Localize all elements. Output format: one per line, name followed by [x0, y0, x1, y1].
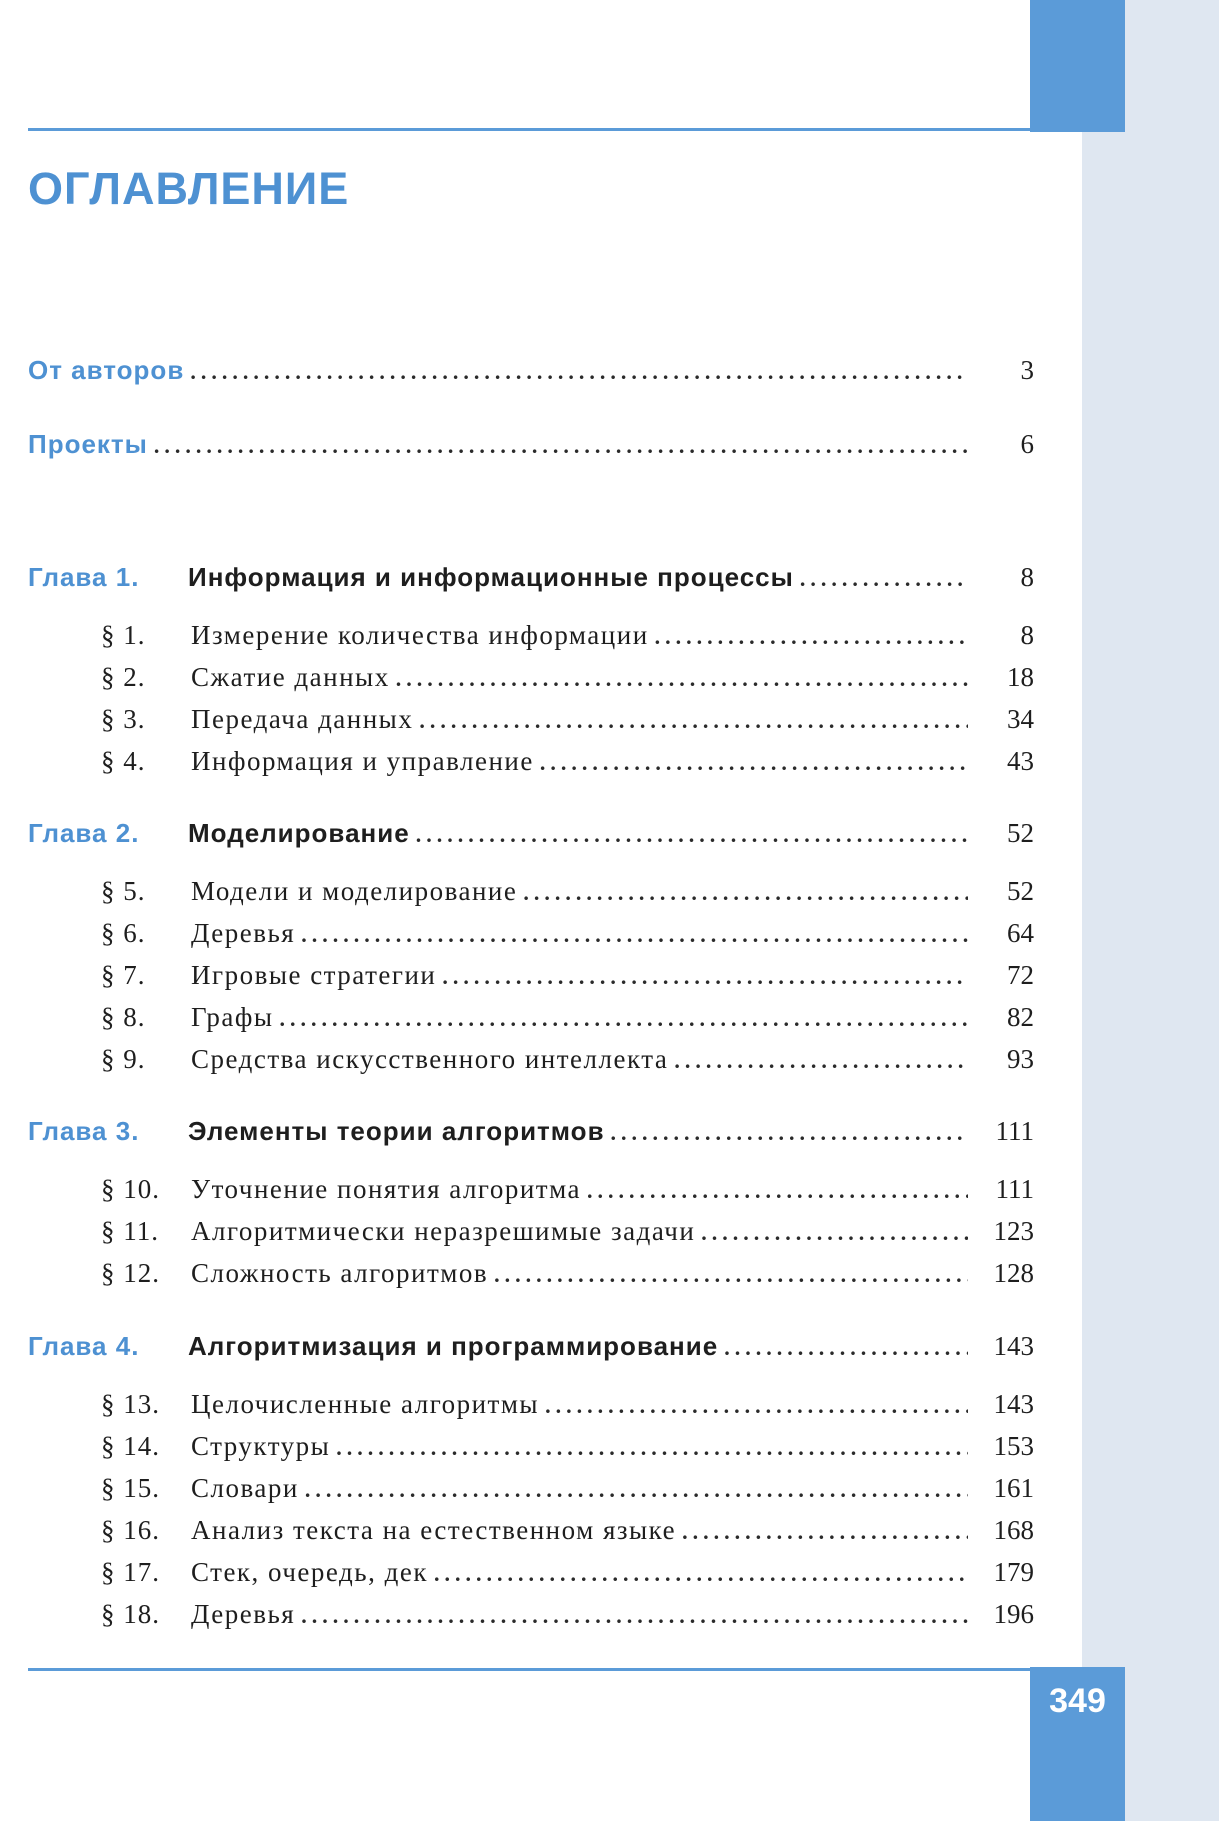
toc-section-13[interactable]	[101, 1389, 1034, 1423]
section-number: § 10.	[101, 1174, 160, 1204]
toc-section-6[interactable]	[101, 918, 1034, 952]
section-number: § 5.	[101, 876, 146, 906]
toc-page-number: 43	[1007, 746, 1034, 776]
dot-leader	[724, 1335, 968, 1361]
page-number: 349	[1049, 1682, 1106, 1720]
toc-section-1[interactable]	[101, 620, 1034, 654]
toc-section-7[interactable]	[101, 960, 1034, 994]
section-number: § 17.	[101, 1557, 160, 1587]
toc-section-9[interactable]	[101, 1044, 1034, 1078]
section-number: § 12.	[101, 1258, 160, 1288]
toc-section-2[interactable]	[101, 662, 1034, 696]
dot-leader	[540, 750, 968, 776]
toc-page-number: 93	[1007, 1044, 1034, 1074]
toc-page-number: 179	[993, 1557, 1034, 1587]
section-number: § 11.	[101, 1216, 159, 1246]
section-number: § 9.	[101, 1044, 146, 1074]
section-title: Словари	[191, 1473, 299, 1503]
toc-page-number: 111	[995, 1174, 1034, 1204]
toc-section-17[interactable]	[101, 1557, 1034, 1591]
section-number: § 1.	[101, 620, 146, 650]
dot-leader	[682, 1519, 968, 1545]
section-title: Модели и моделирование	[191, 876, 518, 906]
toc-section-14[interactable]	[101, 1431, 1034, 1465]
toc-page-number: 52	[1007, 876, 1034, 906]
toc-page-number: 34	[1007, 704, 1034, 734]
toc-page-number: 3	[1020, 355, 1034, 385]
section-title: Средства искусственного интеллекта	[191, 1044, 669, 1074]
section-number: § 15.	[101, 1473, 160, 1503]
dot-leader	[301, 1603, 968, 1629]
toc-page-number: 72	[1007, 960, 1034, 990]
dot-leader	[494, 1262, 968, 1288]
toc-chapter-4[interactable]	[28, 1331, 1034, 1365]
dot-leader	[674, 1048, 968, 1074]
toc-section-8[interactable]	[101, 1002, 1034, 1036]
toc-entry-authors[interactable]	[28, 355, 1034, 389]
section-number: § 4.	[101, 746, 146, 776]
toc-page-number: 128	[993, 1258, 1034, 1288]
toc-page-number: 143	[993, 1389, 1034, 1419]
toc-section-16[interactable]	[101, 1515, 1034, 1549]
chapter-title: Информация и информационные процессы	[188, 562, 794, 592]
toc-page-number: 8	[1020, 620, 1034, 650]
chapter-title: Алгоритмизация и программирование	[188, 1331, 719, 1361]
toc-page-number: 8	[1020, 562, 1034, 592]
section-title: Передача данных	[191, 704, 414, 734]
header-tab	[1030, 0, 1125, 132]
section-number: § 3.	[101, 704, 146, 734]
section-title: Информация и управление	[191, 746, 534, 776]
dot-leader	[305, 1477, 968, 1503]
dot-leader	[701, 1220, 968, 1246]
chapter-number: Глава 3.	[28, 1116, 140, 1146]
toc-chapter-2[interactable]	[28, 818, 1034, 852]
section-title: Деревья	[191, 1599, 296, 1629]
toc-page-number: 161	[993, 1473, 1034, 1503]
section-number: § 8.	[101, 1002, 146, 1032]
toc-section-11[interactable]	[101, 1216, 1034, 1250]
toc-section-18[interactable]	[101, 1599, 1034, 1633]
toc-page-number: 111	[995, 1116, 1034, 1146]
toc-section-15[interactable]	[101, 1473, 1034, 1507]
toc-section-12[interactable]	[101, 1258, 1034, 1292]
toc-page-number: 168	[993, 1515, 1034, 1545]
section-number: § 16.	[101, 1515, 160, 1545]
section-title: Уточнение понятия алгоритма	[191, 1174, 581, 1204]
toc-entry-projects[interactable]	[28, 429, 1034, 463]
section-title: Графы	[191, 1002, 274, 1032]
section-number: § 2.	[101, 662, 146, 692]
toc-section-3[interactable]	[101, 704, 1034, 738]
dot-leader	[190, 359, 968, 385]
toc-section-10[interactable]	[101, 1174, 1034, 1208]
dot-leader	[442, 964, 968, 990]
toc-page-number: 18	[1007, 662, 1034, 692]
section-title: Целочисленные алгоритмы	[191, 1389, 540, 1419]
toc-page-number: 6	[1020, 429, 1034, 459]
toc-chapter-3[interactable]	[28, 1116, 1034, 1150]
section-title: Измерение количества информации	[191, 620, 649, 650]
footer-rule	[28, 1668, 1030, 1671]
dot-leader	[611, 1120, 968, 1146]
section-number: § 14.	[101, 1431, 160, 1461]
toc-page-number: 64	[1007, 918, 1034, 948]
dot-leader	[301, 922, 968, 948]
dot-leader	[280, 1006, 968, 1032]
section-title: Анализ текста на естественном языке	[191, 1515, 677, 1545]
toc-section-4[interactable]	[101, 746, 1034, 780]
header-rule	[28, 128, 1030, 131]
toc-page-number: 52	[1007, 818, 1034, 848]
toc-page-number: 82	[1007, 1002, 1034, 1032]
toc-page-number: 196	[993, 1599, 1034, 1629]
dot-leader	[154, 433, 968, 459]
chapter-title: Элементы теории алгоритмов	[188, 1116, 605, 1146]
toc-page-number: 123	[993, 1216, 1034, 1246]
dot-leader	[523, 880, 968, 906]
toc-section-5[interactable]	[101, 876, 1034, 910]
section-title: Игровые стратегии	[191, 960, 437, 990]
page-title: ОГЛАВЛЕНИЕ	[28, 163, 350, 214]
section-title: Стек, очередь, дек	[191, 1557, 428, 1587]
dot-leader	[336, 1435, 968, 1461]
toc-page-number: 153	[993, 1431, 1034, 1461]
dot-leader	[545, 1393, 968, 1419]
toc-entry-label: От авторов	[28, 355, 185, 385]
chapter-title: Моделирование	[188, 818, 410, 848]
section-title: Сложность алгоритмов	[191, 1258, 489, 1288]
chapter-number: Глава 1.	[28, 562, 140, 592]
dot-leader	[419, 708, 968, 734]
dot-leader	[587, 1178, 968, 1204]
section-number: § 6.	[101, 918, 146, 948]
section-number: § 7.	[101, 960, 146, 990]
page-edge-strip	[1082, 0, 1219, 1821]
section-number: § 13.	[101, 1389, 160, 1419]
dot-leader	[396, 666, 968, 692]
dot-leader	[434, 1561, 968, 1587]
section-number: § 18.	[101, 1599, 160, 1629]
section-title: Алгоритмически неразрешимые задачи	[191, 1216, 696, 1246]
dot-leader	[416, 822, 968, 848]
toc-page-number: 143	[993, 1331, 1034, 1361]
toc-chapter-1[interactable]	[28, 562, 1034, 596]
section-title: Деревья	[191, 918, 296, 948]
chapter-number: Глава 2.	[28, 818, 140, 848]
section-title: Структуры	[191, 1431, 331, 1461]
dot-leader	[655, 624, 968, 650]
chapter-number: Глава 4.	[28, 1331, 140, 1361]
dot-leader	[800, 566, 968, 592]
toc-entry-label: Проекты	[28, 429, 148, 459]
section-title: Сжатие данных	[191, 662, 390, 692]
